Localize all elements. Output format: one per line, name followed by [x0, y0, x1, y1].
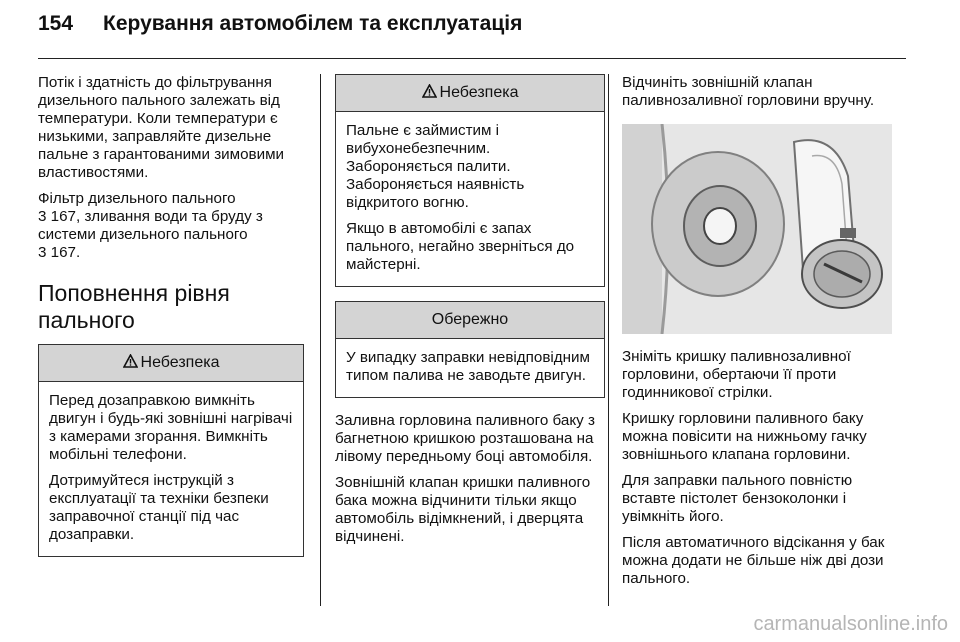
column-middle: [335, 74, 605, 554]
paragraph: Відчиніть зовнішній клапан паливнозаливної горловини вручну.: [622, 74, 875, 109]
page-reference-link[interactable]: 3 167: [38, 208, 77, 225]
page-number: 154: [38, 12, 74, 35]
danger-box-title: Небезпека: [140, 354, 220, 371]
paragraph: Зовнішній клапан кришки паливного бака можна відчинити тільки якщо автомобіль відімкнений, і дверцята відчинені.: [335, 474, 591, 545]
paragraph: Потік і здатність до фільтрування дизельного пального залежать від температури. Коли температури є низькими, заправляйте дизельне пальне з гарантованими зимовими властивостями.: [38, 74, 285, 181]
danger-box-header: [336, 75, 604, 112]
page-header: [38, 12, 522, 36]
column-divider: [608, 74, 609, 606]
paragraph: Кришку горловини паливного баку можна повісити на нижньому гачку зовнішнього клапана горловини.: [622, 410, 867, 463]
danger-box: [335, 74, 605, 287]
page-reference-link[interactable]: 3 167: [38, 244, 77, 261]
paragraph: Після автоматичного відсікання у бак можна додати не більше ніж дві дози пального.: [622, 534, 885, 587]
box-paragraph: Пальне є займистим і вибухонебезпечним. Забороняється палити. Забороняється наявність відкритого вогню.: [346, 122, 525, 211]
box-paragraph: Якщо в автомобілі є запах пального, негайно зверніться до майстерні.: [346, 220, 575, 273]
caution-box: [335, 301, 605, 398]
page-title: Керування автомобілем та експлуатація: [103, 12, 523, 35]
paragraph: Заливна горловина паливного баку з багнетною кришкою розташована на лівому передньому боці автомобіля.: [335, 412, 595, 465]
column-divider: [320, 74, 321, 606]
box-paragraph: Дотримуйтеся інструкцій з експлуатації та техніки безпеки заправочної станції під час дозаправки.: [49, 472, 269, 543]
column-left: [38, 74, 304, 571]
warning-triangle-icon: [422, 84, 437, 103]
warning-triangle-icon: [123, 354, 138, 373]
column-right: [622, 74, 906, 596]
section-heading: Поповнення рівня пального: [38, 280, 230, 333]
danger-box-header: [39, 345, 303, 382]
danger-box: [38, 344, 304, 557]
paragraph: Зніміть кришку паливнозаливної горловини, обертаючи її проти годинникової стрілки.: [622, 348, 851, 401]
danger-box-title: Небезпека: [439, 84, 519, 101]
caution-box-header: [336, 302, 604, 339]
caution-box-title: Обережно: [431, 311, 509, 328]
box-paragraph: Перед дозаправкою вимкніть двигун і будь-які зовнішні нагрівачі з камерами згорання. Вимкніть мобільні телефони.: [49, 392, 293, 463]
fuel-filler-illustration: [622, 124, 892, 334]
watermark: carmanualsonline.info: [753, 613, 948, 635]
box-paragraph: У випадку заправки невідповідним типом палива не заводьте двигун.: [346, 349, 590, 384]
paragraph: Фільтр дизельного пального 3 167, зливання води та бруду з системи дизельного пального 3 167.: [38, 190, 263, 261]
header-rule: [38, 58, 906, 59]
paragraph: Для заправки пального повністю вставте пістолет бензоколонки і увімкніть його.: [622, 472, 853, 525]
